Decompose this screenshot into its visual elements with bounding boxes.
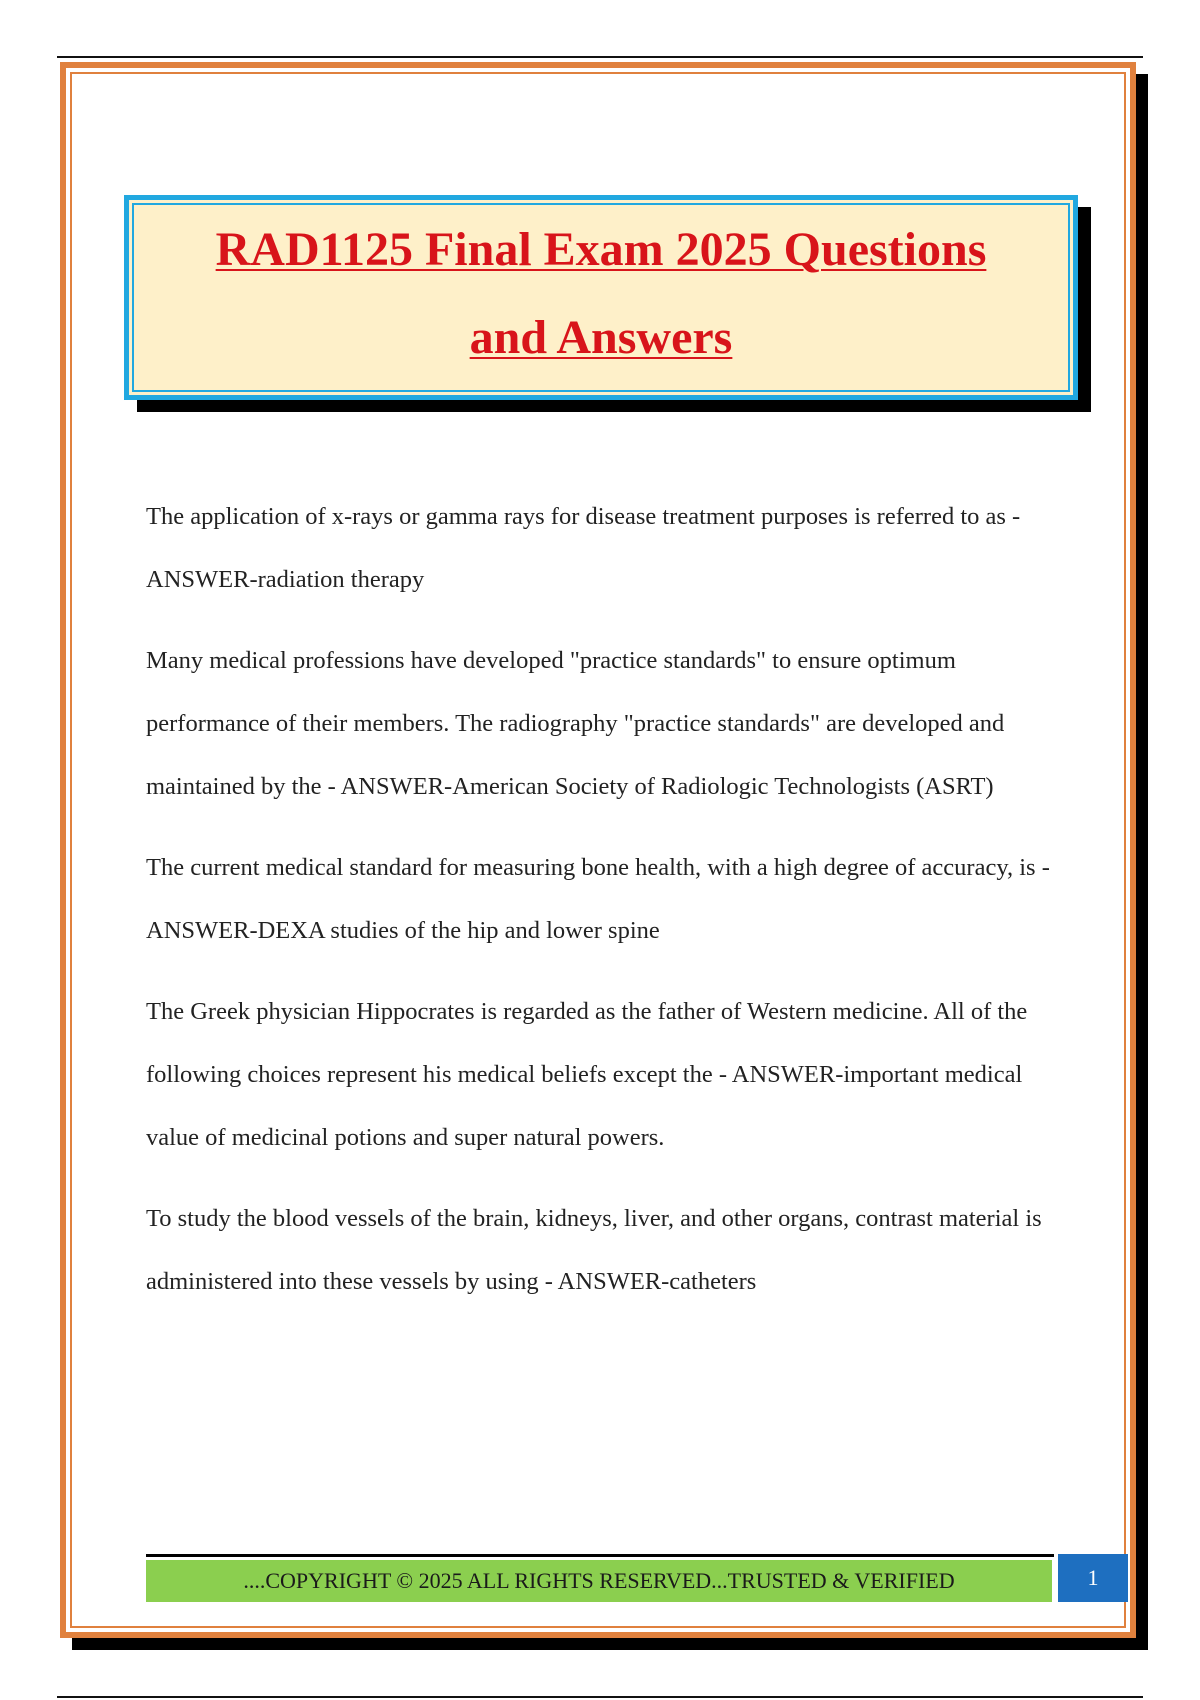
bottom-rule xyxy=(57,1696,1143,1698)
footer-rule xyxy=(146,1554,1054,1557)
page-number: 1 xyxy=(1058,1554,1128,1602)
qa-item: The Greek physician Hippocrates is regarded as the father of Western medicine. All of the following choices represent his medical beliefs except the - ANSWER-important medical value of medicinal potions and super natural powers. xyxy=(146,998,1028,1151)
qa-item: The application of x-rays or gamma rays for disease treatment purposes is referred to as - ANSWER-radiation therapy xyxy=(146,503,1021,593)
footer-copyright: ....COPYRIGHT © 2025 ALL RIGHTS RESERVED...TRUSTED & VERIFIED xyxy=(146,1560,1052,1602)
qa-item: The current medical standard for measuring bone health, with a high degree of accuracy, is - ANSWER-DEXA studies of the hip and lower spine xyxy=(146,854,1050,944)
page-title-line-2: and Answers xyxy=(469,311,733,364)
qa-item: To study the blood vessels of the brain, kidneys, liver, and other organs, contrast material is administered into these vessels by using - ANSWER-catheters xyxy=(146,1205,1042,1295)
qa-content xyxy=(146,485,1066,1331)
title-box xyxy=(124,195,1078,400)
page-title-line-1: RAD1125 Final Exam 2025 Questions xyxy=(215,223,987,276)
top-rule xyxy=(57,56,1143,58)
qa-item: Many medical professions have developed "practice standards" to ensure optimum performance of their members. The radiography "practice standards" are developed and maintained by the - ANSWER-American Society of Radiologic Technologists (ASRT) xyxy=(146,647,1005,800)
page-title xyxy=(129,206,1073,382)
